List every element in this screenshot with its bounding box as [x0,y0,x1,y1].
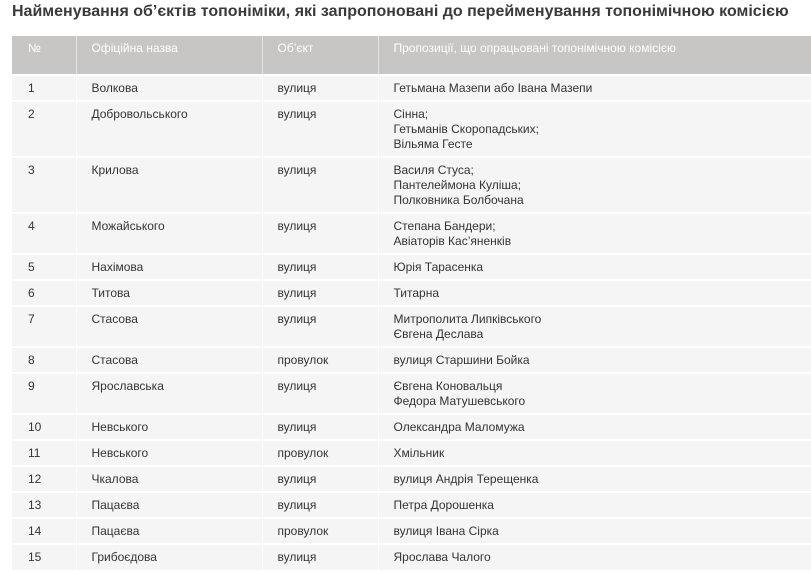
cell-proposals [378,544,811,570]
cell-official-name: Невського [76,440,262,466]
cell-object: вулиця [262,544,378,570]
cell-object: вулиця [262,254,378,280]
page-title: Найменування об’єктів топоніміки, які запропоновані до перейменування топонімічною комісією [12,3,789,20]
cell-number: 13 [12,492,76,518]
proposal-line: Євгена Деслава [393,327,484,341]
table-row [12,492,811,518]
cell-number: 4 [12,213,76,254]
cell-object: провулок [262,440,378,466]
table-row [12,280,811,306]
cell-official-name: Стасова [76,347,262,373]
cell-object: вулиця [262,306,378,347]
table-row [12,101,811,157]
proposal-line: Гетьмана Мазепи або Івана Мазепи [393,81,593,95]
cell-proposals [378,280,811,306]
proposal-line: Гетьманів Скоропадських; [393,122,539,136]
table-row [12,414,811,440]
cell-object: провулок [262,518,378,544]
proposal-line: Пантелеймона Куліша; [393,178,522,192]
cell-official-name: Нахімова [76,254,262,280]
proposal-line: Ярослава Чалого [393,550,491,564]
cell-object: вулиця [262,373,378,414]
cell-number: 7 [12,306,76,347]
cell-official-name: Ярославська [76,373,262,414]
cell-official-name: Титова [76,280,262,306]
cell-object: вулиця [262,466,378,492]
cell-object: вулиця [262,492,378,518]
table-body [12,75,811,570]
cell-proposals [378,414,811,440]
cell-number: 3 [12,157,76,213]
cell-number: 12 [12,466,76,492]
table-row [12,157,811,213]
cell-object: вулиця [262,75,378,101]
proposal-line: Василя Стуса; [393,163,474,177]
table-row [12,544,811,570]
proposal-line: Авіаторів Кас’яненків [393,234,512,248]
table-row [12,347,811,373]
proposal-line: вулиця Івана Сірка [393,524,499,538]
table-row [12,518,811,544]
cell-number: 1 [12,75,76,101]
proposal-line: Титарна [393,286,440,300]
cell-proposals [378,347,811,373]
cell-proposals [378,466,811,492]
proposal-line: Хмільник [393,446,445,460]
cell-number: 5 [12,254,76,280]
cell-proposals [378,518,811,544]
cell-object: вулиця [262,280,378,306]
cell-official-name: Пацаєва [76,518,262,544]
table-row [12,213,811,254]
cell-proposals [378,75,811,101]
proposal-line: Полковника Болбочана [393,193,524,207]
cell-object: вулиця [262,101,378,157]
header-object: Об’єкт [262,36,378,75]
proposal-line: Сінна; [393,107,429,121]
cell-number: 10 [12,414,76,440]
cell-number: 8 [12,347,76,373]
cell-official-name: Добровольського [76,101,262,157]
table-row [12,440,811,466]
cell-number: 14 [12,518,76,544]
header-official-name: Офіційна назва [76,36,262,75]
cell-official-name: Стасова [76,306,262,347]
proposal-line: Вільяма Гесте [393,137,473,151]
header-proposals: Пропозиції, що опрацьовані топонімічною комісією [378,36,811,75]
cell-official-name: Крилова [76,157,262,213]
table-header [12,36,811,75]
cell-official-name: Волкова [76,75,262,101]
proposal-line: вулиця Старшини Бойка [393,353,530,367]
cell-object: вулиця [262,414,378,440]
proposal-line: вулиця Андрія Терещенка [393,472,539,486]
cell-proposals [378,157,811,213]
cell-proposals [378,254,811,280]
table-row [12,466,811,492]
cell-number: 9 [12,373,76,414]
cell-number: 11 [12,440,76,466]
proposal-line: Олександра Маломужа [393,420,525,434]
cell-proposals [378,101,811,157]
proposal-line: Степана Бандери; [393,219,496,233]
cell-number: 6 [12,280,76,306]
cell-official-name: Пацаєва [76,492,262,518]
cell-official-name: Чкалова [76,466,262,492]
cell-proposals [378,306,811,347]
cell-official-name: Невського [76,414,262,440]
proposal-line: Митрополита Липківського [393,312,542,326]
cell-proposals [378,492,811,518]
cell-number: 2 [12,101,76,157]
cell-official-name: Можайського [76,213,262,254]
cell-object: провулок [262,347,378,373]
table-header-row [12,36,811,75]
cell-object: вулиця [262,157,378,213]
proposal-line: Юрія Тарасенка [393,260,484,274]
cell-proposals [378,213,811,254]
cell-proposals [378,373,811,414]
proposal-line: Євгена Коновальця [393,379,503,393]
header-number: № [12,36,76,75]
table-row [12,254,811,280]
table-row [12,75,811,101]
cell-official-name: Грибоєдова [76,544,262,570]
toponym-table [12,36,811,570]
table-row [12,373,811,414]
cell-proposals [378,440,811,466]
proposal-line: Федора Матушевського [393,394,526,408]
cell-number: 15 [12,544,76,570]
cell-object: вулиця [262,213,378,254]
table-row [12,306,811,347]
proposal-line: Петра Дорошенка [393,498,494,512]
